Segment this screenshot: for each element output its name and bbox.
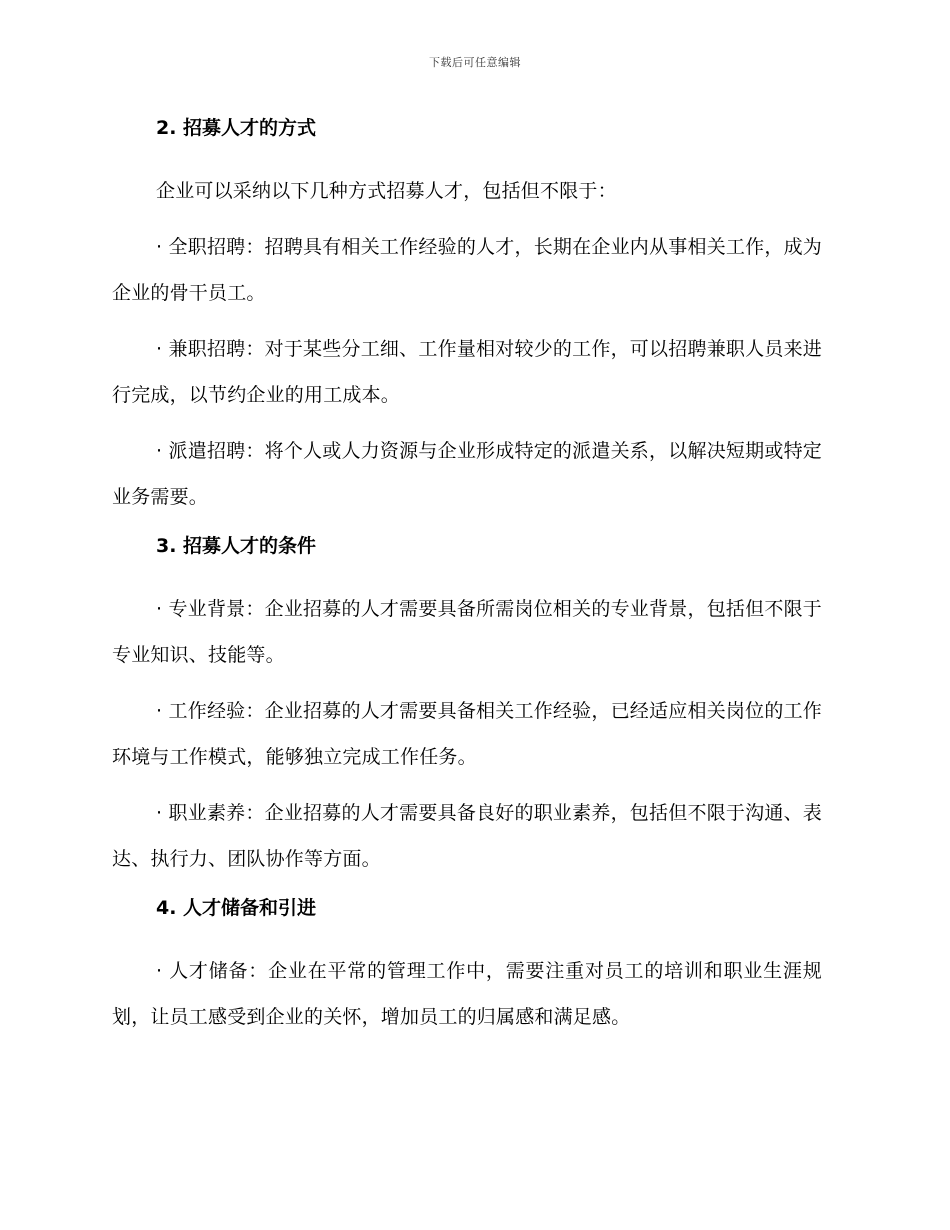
section-heading: 4. 人才储备和引进 (156, 897, 317, 919)
section-heading: 2. 招募人才的方式 (156, 117, 317, 139)
list-item: · 兼职招聘：对于某些分工细、工作量相对较少的工作，可以招聘兼职人员来进行完成，以节约企业的用工成本。 (112, 338, 822, 406)
list-item: · 全职招聘：招聘具有相关工作经验的人才，长期在企业内从事相关工作，成为企业的骨干员工。 (112, 236, 822, 304)
list-item: · 专业背景：企业招募的人才需要具备所需岗位相关的专业背景，包括但不限于专业知识、技能等。 (112, 598, 822, 666)
list-item: · 派遣招聘：将个人或人力资源与企业形成特定的派遣关系，以解决短期或特定业务需要。 (112, 440, 822, 508)
section-heading: 3. 招募人才的条件 (156, 535, 317, 557)
list-item: · 职业素养：企业招募的人才需要具备良好的职业素养，包括但不限于沟通、表达、执行力、团队协作等方面。 (112, 802, 822, 870)
list-item: · 人才储备：企业在平常的管理工作中，需要注重对员工的培训和职业生涯规划，让员工感受到企业的关怀，增加员工的归属感和满足感。 (112, 960, 822, 1028)
list-item: · 工作经验：企业招募的人才需要具备相关工作经验，已经适应相关岗位的工作环境与工作模式，能够独立完成工作任务。 (112, 700, 822, 768)
header-note: 下载后可任意编辑 (429, 56, 521, 69)
document-body (112, 112, 822, 1050)
section-intro: 企业可以采纳以下几种方式招募人才，包括但不限于： (156, 180, 617, 202)
